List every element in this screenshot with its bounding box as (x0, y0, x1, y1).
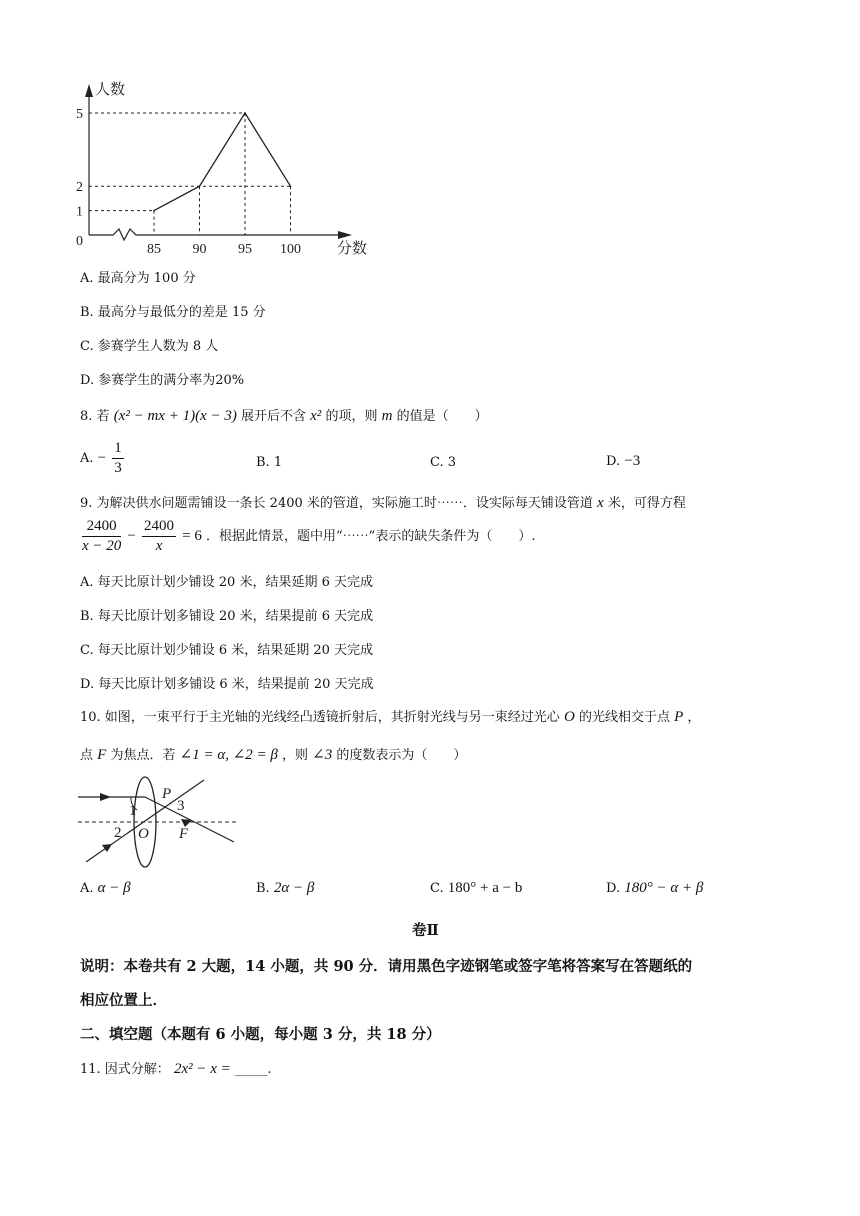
q10-stem-line-2 (80, 744, 466, 764)
chart-series-line (153, 112, 291, 211)
x-tick-label-95: 95 (238, 242, 252, 257)
q10-condition: ∠1 = α, ∠2 = β (179, 747, 278, 763)
y-axis-label: 人数 (95, 82, 126, 98)
data-point-100 (290, 185, 292, 187)
part-title: 二、填空题（本题有 6 小题，每小题 3 分，共 18 分） (80, 1026, 441, 1043)
lens-diagram (0, 770, 260, 870)
x-tick-label-90: 90 (192, 242, 207, 257)
q10-option-c (430, 880, 522, 897)
q9-equals: = 6 (182, 528, 202, 544)
q10-point-f: F (97, 747, 107, 763)
y-tick-label-1: 1 (76, 204, 83, 220)
q9-variable-x: x (597, 495, 604, 511)
q7-option-c: C. 参赛学生人数为 8 人 (80, 339, 219, 354)
q10-option-d (606, 880, 703, 897)
point-o-label: O (138, 826, 149, 842)
q9-text-1b: 米，可得方程 (607, 496, 686, 511)
q10-option-a-value: α − β (97, 880, 131, 896)
q8-text-2: 的项，则 (325, 409, 378, 424)
x-tick-label-100: 100 (280, 242, 301, 257)
data-point-85 (153, 210, 155, 212)
q7-option-a: A. 最高分为 100 分 (80, 271, 196, 286)
q10-text-1b: 的光线相交于点 (578, 710, 670, 725)
section-note-line-2: 相应位置上． (80, 992, 167, 1009)
section-title: 卷Ⅱ (412, 922, 439, 939)
q11-answer-blank: _____ (234, 1062, 268, 1077)
q8-x-squared: x² (310, 408, 322, 424)
q11-prefix: 11. 因式分解： (80, 1062, 170, 1077)
y-tick-label-2: 2 (76, 180, 83, 196)
chart-axes (85, 84, 352, 240)
q10-option-c-label: C. (430, 881, 444, 896)
q8-option-a (80, 440, 126, 477)
q8-option-a-denominator: 3 (114, 460, 122, 476)
q10-text-1c: ， (687, 710, 701, 725)
center-ray-arrow (102, 844, 112, 852)
q8-option-a-sign: − (97, 450, 107, 466)
point-f-label: F (179, 826, 189, 842)
q11-end: . (267, 1062, 272, 1077)
q7-option-b: B. 最高分与最低分的差是 15 分 (80, 305, 266, 320)
series-polyline (154, 113, 291, 211)
data-point-95 (244, 112, 246, 114)
q9-option-b: B. 每天比原计划多铺设 20 米，结果提前 6 天完成 (80, 609, 374, 624)
q8-variable-m: m (381, 408, 393, 424)
q8-option-b: B. 1 (256, 455, 283, 470)
q9-fraction-1 (82, 518, 121, 555)
q8-stem (80, 405, 488, 425)
angle-1-label: 1 (129, 803, 137, 819)
q9-text-2: ．根据此情景，题中用“⋯⋯”表示的缺失条件为（ ）. (206, 529, 536, 544)
q10-text-2c: ，则 (282, 748, 309, 763)
angle-2-label: 2 (114, 825, 122, 841)
q9-fraction-1-numerator: 2400 (82, 518, 121, 537)
q10-point-o: O (563, 709, 575, 725)
q10-stem-line-1 (80, 706, 700, 726)
q9-option-d: D. 每天比原计划多铺设 6 米，结果提前 20 天完成 (80, 677, 374, 692)
y-tick-label-5: 5 (76, 107, 83, 122)
q8-text-1: 展开后不含 (240, 409, 306, 424)
section-note-line-1: 说明：本卷共有 2 大题，14 小题，共 90 分．请用黑色字迹钢笔或签字笔将答案写在答题纸的 (80, 958, 693, 975)
q8-option-a-fraction (112, 440, 124, 477)
q10-option-b-value: 2α − β (273, 880, 315, 896)
q9-minus-sign: − (127, 528, 136, 544)
q10-option-c-value: 180° + a − b (447, 880, 523, 896)
q8-number: 8. 若 (80, 409, 110, 424)
q10-point-p: P (674, 709, 684, 725)
q10-text-2a: 点 (80, 748, 94, 763)
q10-option-d-label: D. (606, 881, 621, 896)
q9-fraction-2-denominator: x (155, 538, 163, 554)
point-p-label: P (162, 786, 172, 802)
data-point-90 (199, 185, 201, 187)
q8-option-d-value: −3 (624, 453, 641, 469)
refracted-ray (145, 797, 234, 842)
q9-fraction-2 (142, 518, 176, 555)
q7-option-d: D. 参赛学生的满分率为20% (80, 373, 245, 388)
q9-option-c: C. 每天比原计划少铺设 6 米，结果延期 20 天完成 (80, 643, 374, 658)
q11-stem (80, 1058, 272, 1078)
q10-option-d-value: 180° − α + β (624, 880, 704, 896)
q8-option-c: C. 3 (430, 455, 457, 470)
q8-option-d-label: D. (606, 454, 621, 469)
q8-expression: (x² − mx + 1)(x − 3) (113, 408, 237, 424)
q10-text-2d: 的度数表示为（ ） (336, 748, 467, 763)
x-axis-label: 分数 (337, 241, 368, 257)
chart-guide-lines (89, 113, 291, 235)
q8-option-d (606, 453, 640, 470)
q9-fraction-2-numerator: 2400 (142, 518, 176, 537)
x-tick-label-85: 85 (147, 242, 161, 257)
q11-expression: 2x² − x = (173, 1061, 231, 1077)
q9-stem-line-1 (80, 492, 686, 512)
q8-option-a-numerator: 1 (112, 440, 124, 459)
q10-option-b (256, 880, 314, 897)
q10-option-b-label: B. (256, 881, 270, 896)
score-line-chart (0, 0, 420, 265)
q9-fraction-1-denominator: x − 20 (82, 538, 122, 554)
q10-option-a (80, 880, 131, 897)
q10-text-2b: 为焦点．若 (110, 748, 176, 763)
q10-text-1a: 10. 如图，一束平行于主光轴的光线经凸透镜折射后，其折射光线与另一束经过光心 (80, 710, 560, 725)
origin-label: 0 (76, 234, 83, 249)
angle-3-label: 3 (177, 798, 185, 814)
q9-equation-line (80, 518, 535, 555)
q8-text-3: 的值是（ ） (396, 409, 488, 424)
q10-angle-3: ∠3 (312, 747, 333, 763)
q10-option-a-label: A. (80, 881, 94, 896)
q8-option-a-label: A. (80, 451, 94, 466)
q9-text-1a: 9. 为解决供水问题需铺设一条长 2400 米的管道，实际施工时⋯⋯．设实际每天铺设管道 (80, 496, 593, 511)
parallel-ray-arrow (100, 793, 111, 801)
q9-option-a: A. 每天比原计划少铺设 20 米，结果延期 6 天完成 (80, 575, 373, 590)
